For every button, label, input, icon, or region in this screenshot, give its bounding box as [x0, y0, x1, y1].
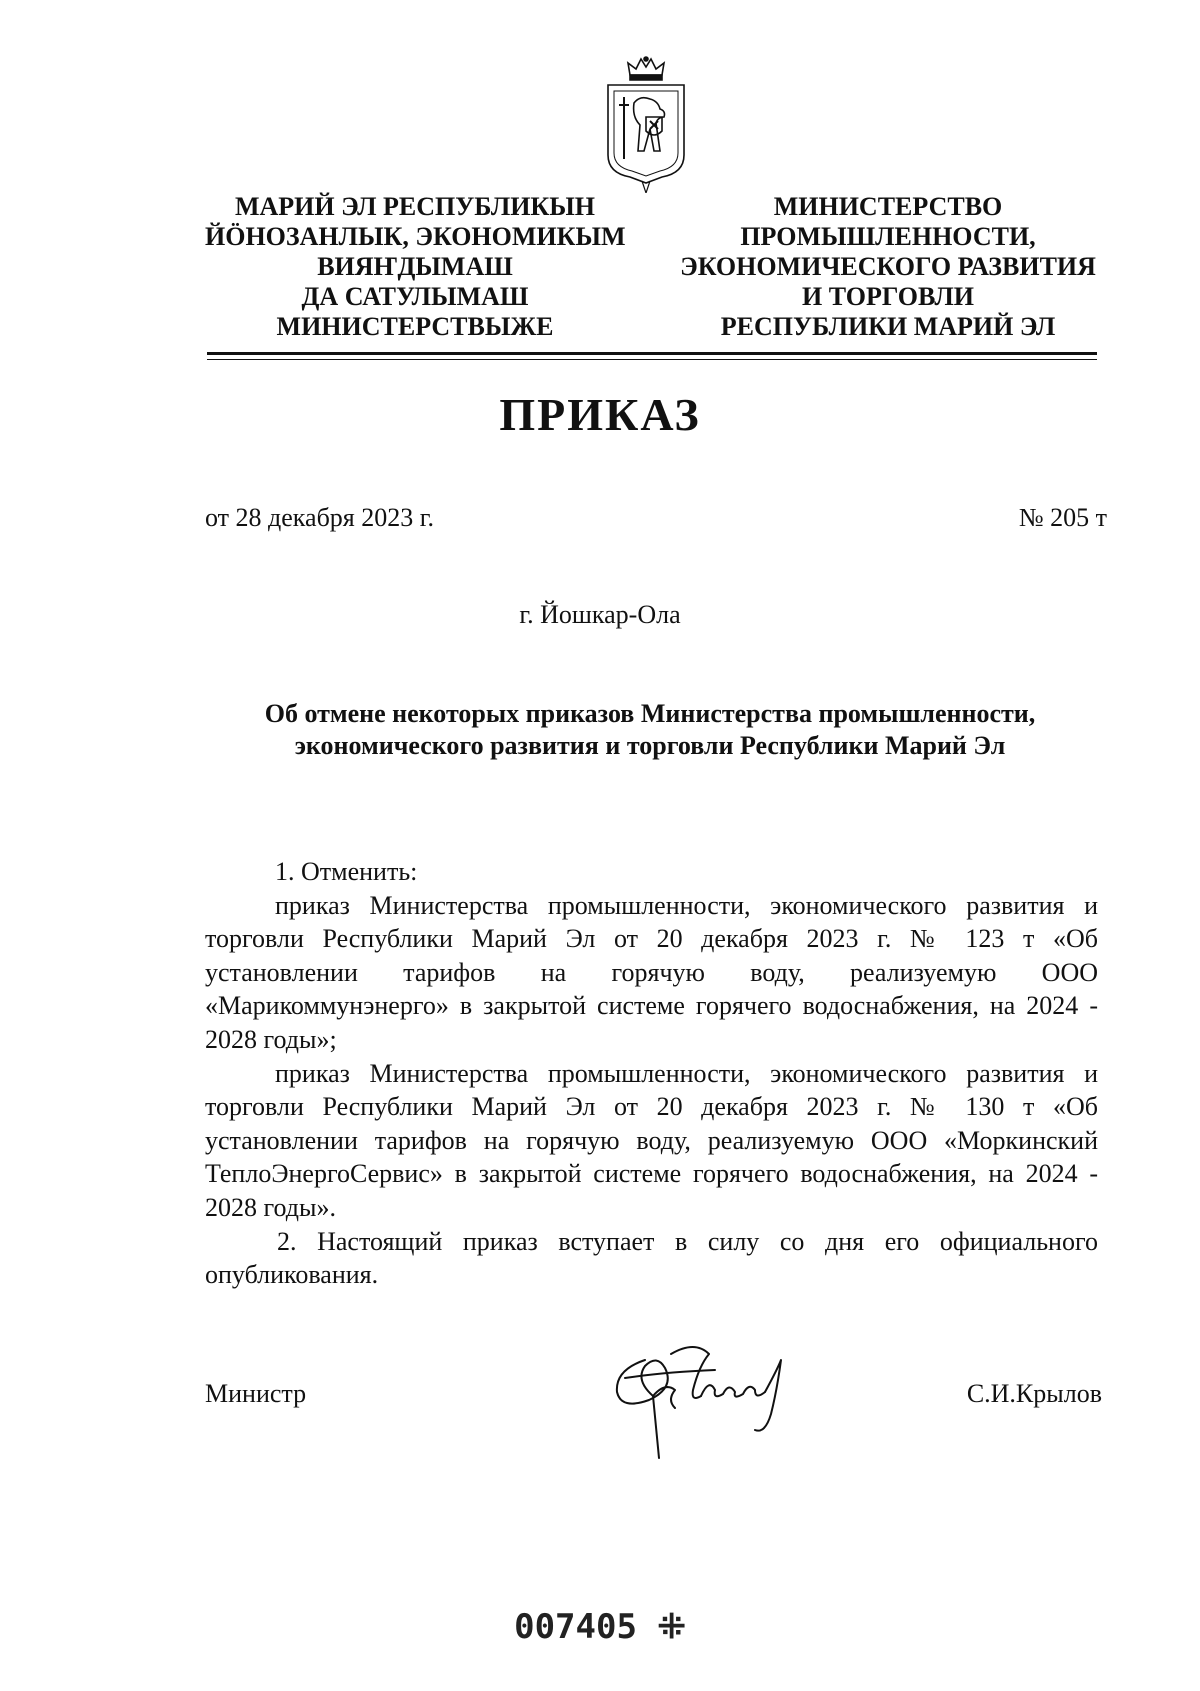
- header-left-line: ЙӦНОЗАНЛЫК, ЭКОНОМИКЫМ: [205, 222, 626, 251]
- signatory-name: С.И.Крылов: [966, 1379, 1102, 1408]
- header-right-line: РЕСПУБЛИКИ МАРИЙ ЭЛ: [720, 312, 1056, 341]
- subject-line: Об отмене некоторых приказов Министерства промышленности,: [264, 699, 1036, 728]
- document-title: ПРИКАЗ: [499, 389, 701, 440]
- header-right-line: ПРОМЫШЛЕННОСТИ,: [740, 222, 1036, 251]
- header-left-line: МАРИЙ ЭЛ РЕСПУБЛИКЫН: [234, 192, 596, 221]
- handwritten-signature: [605, 1330, 815, 1470]
- body-paragraph: 2. Настоящий приказ вступает в силу со дня его официального опубликования.: [205, 1226, 1098, 1290]
- document-body: [205, 855, 1098, 1292]
- document-subject: [150, 698, 1150, 762]
- header-right-line: И ТОРГОВЛИ: [802, 282, 974, 311]
- body-paragraph: приказ Министерства промышленности, экономического развития и торговли Республики Марий Эл от 20 декабря 2023 г. № 123 т «Об установлении тарифов на горячую воду, реализуемую ООО «Марикоммунэнерго» в закрытой системе горячего водоснабжения, на 2024 - 2028 годы»;: [205, 890, 1098, 1054]
- header-left-line: ДА САТУЛЫМАШ: [301, 282, 529, 311]
- ministry-name-mari: [205, 192, 625, 342]
- header-left-line: МИНИСТЕРСТВЫЖЕ: [276, 312, 554, 341]
- header-right-line: ЭКОНОМИЧЕСКОГО РАЗВИТИЯ: [680, 252, 1096, 281]
- header-right-line: МИНИСТЕРСТВО: [773, 192, 1003, 221]
- subject-line: экономического развития и торговли Республики Марий Эл: [294, 731, 1006, 760]
- header-divider-thick: [207, 352, 1097, 355]
- header-left-line: ВИЯҤДЫМАШ: [317, 252, 513, 281]
- coat-of-arms-emblem: [600, 55, 692, 193]
- signatory-role: Министр: [205, 1379, 307, 1408]
- body-paragraph: 1. Отменить:: [275, 857, 418, 886]
- document-city: г. Йошкар-Ола: [519, 600, 681, 629]
- header-divider-thin: [207, 359, 1097, 360]
- document-date: от 28 декабря 2023 г.: [205, 503, 434, 532]
- body-paragraph: приказ Министерства промышленности, экономического развития и торговли Республики Марий Эл от 20 декабря 2023 г. № 130 т «Об установлении тарифов на горячую воду, реализуемую ООО «Моркинский ТеплоЭнергоСервис» в закрытой системе горячего водоснабжения, на 2024 - 2028 годы».: [205, 1058, 1098, 1222]
- form-serial-number: 007405 ⁜: [514, 1607, 686, 1647]
- ministry-name-russian: [668, 192, 1108, 342]
- document-number: № 205 т: [1018, 503, 1107, 532]
